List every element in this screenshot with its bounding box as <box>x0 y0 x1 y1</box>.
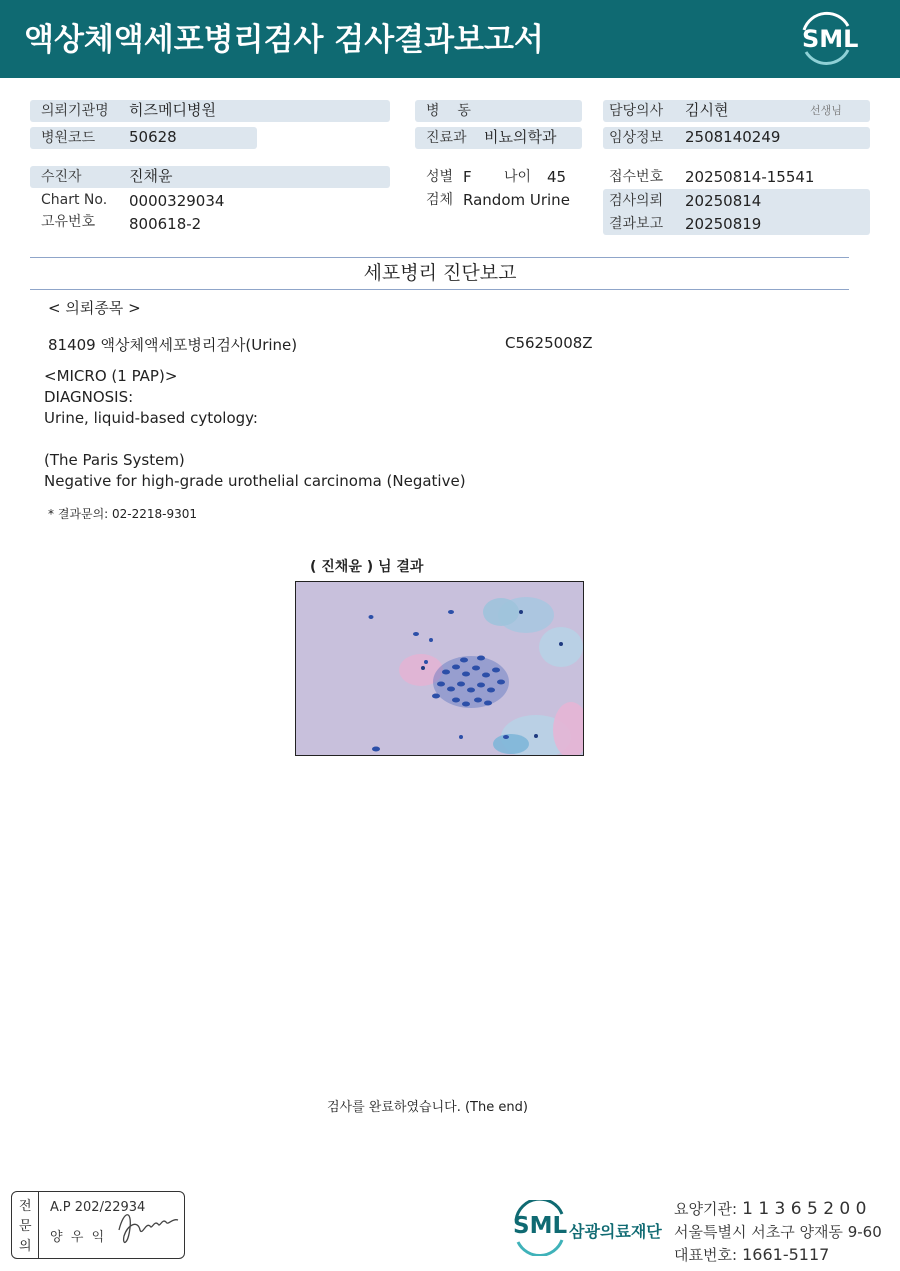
phone-line <box>674 1244 829 1265</box>
end-text: 검사를 완료하였습니다. (The end) <box>327 1100 528 1115</box>
diagnosis-line: <MICRO (1 PAP)> <box>44 367 178 385</box>
id-label: 고유번호 <box>41 214 96 230</box>
receipt-value: 20250814-15541 <box>685 168 815 186</box>
clinical-value: 2508140249 <box>685 128 781 146</box>
institution-value: 히즈메디병원 <box>129 101 216 119</box>
test-code: C5625008Z <box>505 334 593 352</box>
cytology-image <box>295 581 584 756</box>
signature-icon <box>114 1200 184 1250</box>
report-title: 액상체액세포병리검사 검사결과보고서 <box>24 22 544 58</box>
age-value: 45 <box>547 168 567 186</box>
section-title: 세포병리 진단보고 <box>363 262 517 284</box>
department-value: 비뇨의학과 <box>484 128 557 146</box>
doctor-value: 김시현 <box>685 101 729 119</box>
request-label: 검사의뢰 <box>609 193 664 209</box>
report-date-value: 20250819 <box>685 215 762 233</box>
phone-label: 대표번호: <box>674 1246 738 1264</box>
cytology-micrograph <box>296 582 583 755</box>
diagnosis-line: Urine, liquid-based cytology: <box>44 409 258 427</box>
sex-label: 성별 <box>426 169 454 185</box>
report-header <box>0 0 900 78</box>
diagnosis-line: (The Paris System) <box>44 451 185 469</box>
specimen-label: 검체 <box>426 192 454 208</box>
institution-label: 의뢰기관명 <box>41 103 109 119</box>
hospital-code-label: 병원코드 <box>41 130 96 146</box>
pathologist-stamp <box>11 1191 185 1259</box>
sml-logo-text: SML <box>802 25 859 53</box>
receipt-label: 접수번호 <box>609 169 664 185</box>
sml-logo <box>796 10 859 68</box>
request-items-label: < 의뢰종목 > <box>48 299 141 317</box>
patient-label: 수진자 <box>41 169 82 185</box>
inquiry-phone: * 결과문의: 02-2218-9301 <box>48 507 198 521</box>
address: 서울특별시 서초구 양재동 9-60 <box>674 1223 882 1241</box>
request-value: 20250814 <box>685 192 762 210</box>
report-date-label: 결과보고 <box>609 216 664 232</box>
doctor-suffix: 선생님 <box>810 104 842 117</box>
ward-label: 병 동 <box>426 103 471 119</box>
patient-row <box>30 166 390 188</box>
doctor-label: 담당의사 <box>609 103 664 119</box>
hospital-code-value: 50628 <box>129 128 177 146</box>
test-item: 81409 액상체액세포병리검사(Urine) <box>48 336 298 354</box>
diagnosis-line: DIAGNOSIS: <box>44 388 134 406</box>
specialist-char: 전 <box>19 1199 32 1214</box>
specialist-char: 문 <box>19 1219 32 1234</box>
specialist-column <box>12 1192 39 1258</box>
clinical-label: 임상정보 <box>609 130 664 146</box>
pathologist-name: 양 우 익 <box>50 1230 105 1245</box>
sex-value: F <box>463 168 472 186</box>
specialist-char: 의 <box>19 1239 32 1254</box>
care-code-value: 1 1 3 6 5 2 0 0 <box>742 1199 867 1219</box>
org-logo <box>510 1200 568 1256</box>
department-label: 진료과 <box>426 130 467 146</box>
age-label: 나이 <box>504 169 532 185</box>
ap-number: A.P 202/22934 <box>50 1200 146 1215</box>
care-code-line <box>674 1198 866 1219</box>
divider-bottom <box>30 289 849 290</box>
org-name: 삼광의료재단 <box>569 1222 662 1241</box>
care-code-label: 요양기관: <box>674 1200 738 1218</box>
patient-value: 진채윤 <box>129 167 173 185</box>
specimen-value: Random Urine <box>463 191 570 209</box>
org-logo-text: SML <box>513 1213 568 1239</box>
id-value: 800618-2 <box>129 215 202 233</box>
image-caption: ( 진채윤 ) 님 결과 <box>310 559 424 575</box>
chart-value: 0000329034 <box>129 192 225 210</box>
diagnosis-line: Negative for high-grade urothelial carcinoma (Negative) <box>44 472 466 490</box>
phone-value: 1661-5117 <box>742 1245 830 1264</box>
chart-label: Chart No. <box>41 192 108 208</box>
